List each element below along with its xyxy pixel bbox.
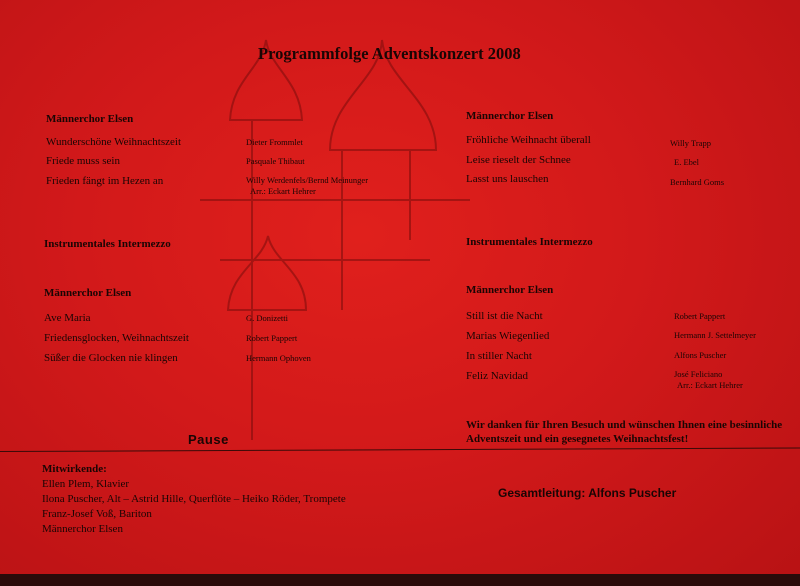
thanks-message: Wir danken für Ihren Besuch und wünschen Ihnen eine besinnliche Adventszeit und ein gesegnetes Weihnachtsfest!: [466, 419, 783, 445]
right-choir-heading-1: Männerchor Elsen: [466, 110, 554, 122]
left-composer-3: Willy Werdenfels/Bernd Meinunger: [246, 175, 369, 185]
left-composer-1: Dieter Frommlet: [246, 137, 303, 147]
performer-line: Männerchor Elsen: [42, 523, 123, 535]
right-composer-6: Alfons Puscher: [674, 350, 727, 360]
right-song-1: Fröhliche Weihnacht überall: [466, 134, 591, 146]
right-song-5: Marias Wiegenlied: [466, 330, 550, 342]
left-arranger-3: Arr.: Eckart Hehrer: [250, 186, 316, 196]
performer-line: Ilona Puscher, Alt – Astrid Hille, Querflöte – Heiko Röder, Trompete: [42, 493, 346, 505]
right-interlude: Instrumentales Intermezzo: [466, 236, 593, 248]
right-song-3: Lasst uns lauschen: [466, 173, 549, 185]
left-song-4: Ave Maria: [44, 312, 91, 324]
right-composer-7: José Feliciano: [674, 369, 723, 379]
left-song-3: Frieden fängt im Hezen an: [46, 175, 164, 187]
left-composer-5: Robert Pappert: [246, 333, 298, 343]
right-composer-5: Hermann J. Settelmeyer: [674, 330, 756, 340]
right-song-6: In stiller Nacht: [466, 350, 532, 362]
left-choir-heading-1: Männerchor Elsen: [46, 113, 134, 125]
left-interlude: Instrumentales Intermezzo: [44, 238, 171, 250]
right-composer-2: E. Ebel: [674, 157, 700, 167]
pause-label: Pause: [188, 432, 229, 447]
right-song-7: Feliz Navidad: [466, 370, 529, 382]
left-composer-2: Pasquale Thibaut: [246, 156, 305, 166]
performer-line: Ellen Plem, Klavier: [42, 478, 130, 490]
right-composer-1: Willy Trapp: [670, 138, 711, 148]
right-composer-3: Bernhard Goms: [670, 177, 725, 187]
left-song-2: Friede muss sein: [46, 155, 120, 167]
page-title: Programmfolge Adventskonzert 2008: [258, 44, 521, 63]
performers-block: [42, 462, 346, 537]
bottom-edge: [0, 574, 800, 586]
left-song-6: Süßer die Glocken nie klingen: [44, 352, 178, 364]
left-choir-heading-2: Männerchor Elsen: [44, 287, 132, 299]
right-song-4: Still ist die Nacht: [466, 310, 543, 322]
overall-direction: Gesamtleitung: Alfons Puscher: [498, 486, 677, 500]
left-song-5: Friedensglocken, Weihnachtszeit: [44, 332, 189, 344]
left-composer-4: G. Donizetti: [246, 313, 289, 323]
performer-line: Franz-Josef Voß, Bariton: [42, 508, 152, 520]
left-composer-6: Hermann Ophoven: [246, 353, 311, 363]
right-arranger-7: Arr.: Eckart Hehrer: [677, 380, 743, 390]
right-choir-heading-2: Männerchor Elsen: [466, 284, 554, 296]
right-composer-4: Robert Pappert: [674, 311, 726, 321]
performers-heading: Mitwirkende:: [42, 463, 107, 475]
left-song-1: Wunderschöne Weihnachtszeit: [46, 136, 182, 148]
right-song-2: Leise rieselt der Schnee: [466, 154, 571, 166]
